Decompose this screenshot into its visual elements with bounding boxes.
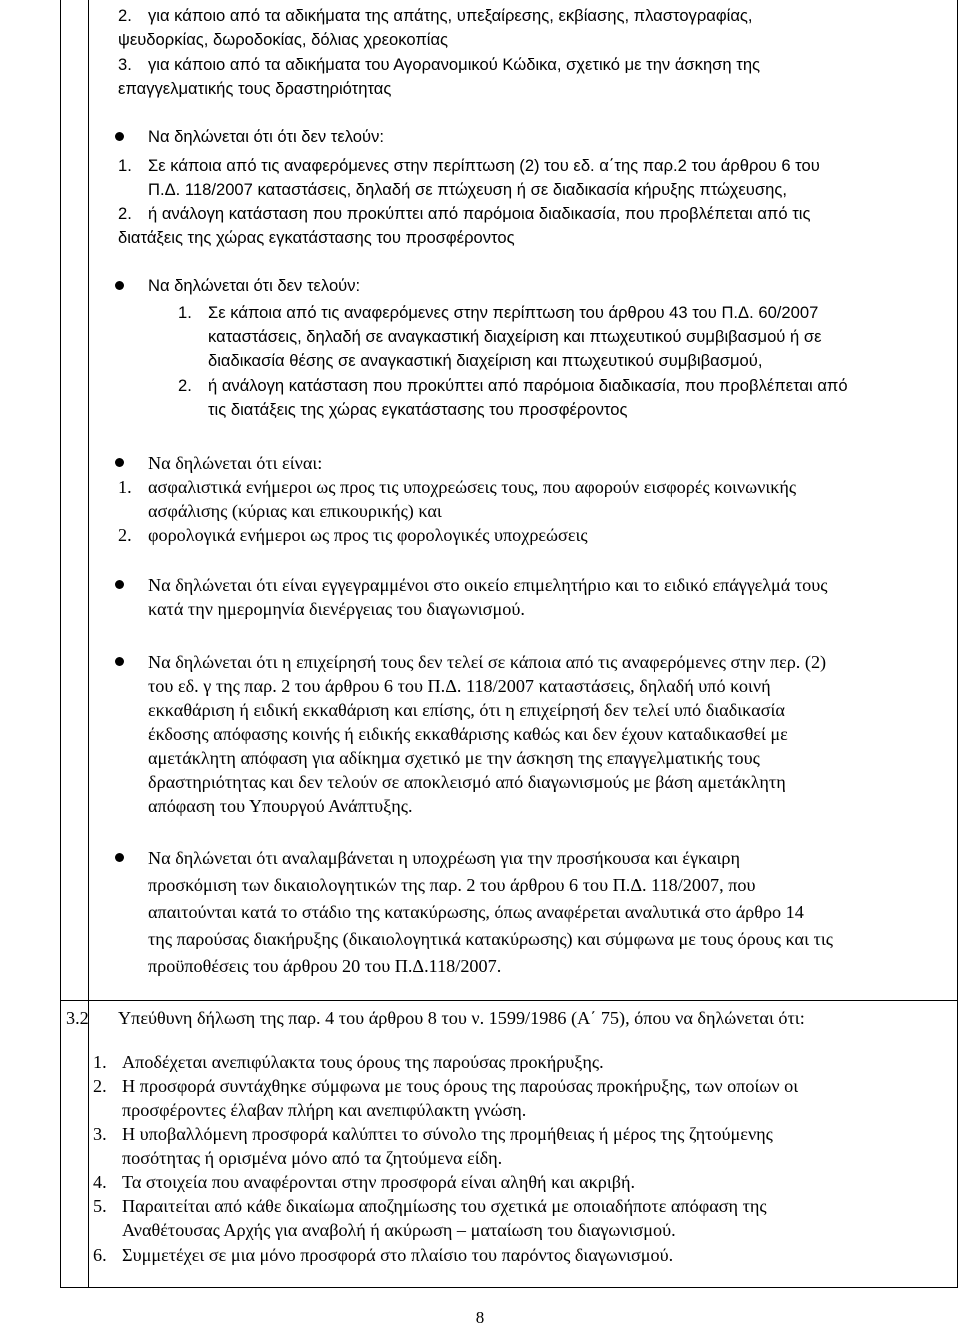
list-item-number: 1. <box>93 1052 107 1072</box>
list-item-line: Η προσφορά συντάχθηκε σύμφωνα με τους όρους της παρούσας προκήρυξης, των οποίων οι <box>122 1076 799 1096</box>
list-item-line: ποσότητας ή ορισμένα μόνο από τα ζητούμενα είδη. <box>122 1148 503 1168</box>
list-item-line: ψευδορκίας, δωροδοκίας, δόλιας χρεοκοπίας <box>118 30 449 49</box>
list-item-line: ασφάλισης (κύριας και επικουρικής) και <box>148 501 442 521</box>
list-item-number: 2. <box>118 204 132 223</box>
list-item-line: για κάποιο από τα αδικήματα της απάτης, υπεξαίρεσης, εκβίασης, πλαστογραφίας, <box>148 6 753 25</box>
table-border-left <box>60 0 61 1288</box>
bullet-icon <box>115 657 124 666</box>
bullet-line: εκκαθάριση ή ειδική εκκαθάριση και επίσης, ότι η επιχείρησή δεν τελεί υπό διαδικασία <box>148 700 785 720</box>
list-item-number: 2. <box>118 525 132 545</box>
list-item-number: 2. <box>118 6 132 25</box>
bullet-line: προσκόμιση των δικαιολογητικών της παρ. 2 του άρθρου 6 του Π.Δ. 118/2007, που <box>148 875 756 895</box>
list-item-line: ή ανάλογη κατάσταση που προκύπτει από παρόμοια διαδικασία, που προβλέπεται από <box>208 376 848 395</box>
list-item-line: Π.Δ. 118/2007 καταστάσεις, δηλαδή σε πτώχευση ή σε διαδικασία κήρυξης πτώχευσης, <box>148 180 787 199</box>
list-item-number: 1. <box>118 156 132 175</box>
list-item-line: επαγγελματικής τους δραστηριότητας <box>118 79 392 98</box>
list-item-line: Αποδέχεται ανεπιφύλακτα τους όρους της παρούσας προκήρυξης. <box>122 1052 604 1072</box>
list-item-line: Τα στοιχεία που αναφέρονται στην προσφορά είναι αληθή και ακριβή. <box>122 1172 636 1192</box>
bullet-icon <box>115 132 124 141</box>
list-item-number: 3. <box>93 1124 107 1144</box>
list-item-line: καταστάσεις, δηλαδή σε αναγκαστική διαχείριση και πτωχευτικού συμβιβασμού ή σε <box>208 327 822 346</box>
section-number: 3.2 <box>66 1008 89 1028</box>
bullet-icon <box>115 853 124 862</box>
bullet-icon <box>115 458 124 467</box>
list-item-line: ασφαλιστικά ενήμεροι ως προς τις υποχρεώσεις τους, που αφορούν εισφορές κοινωνικής <box>148 477 797 497</box>
list-item-number: 3. <box>118 55 132 74</box>
bullet-line: δραστηριότητας και δεν τελούν σε αποκλεισμό από διαγωνισμούς με βάση αμετάκλητη <box>148 772 786 792</box>
list-item-line: για κάποιο από τα αδικήματα του Αγορανομικού Κώδικα, σχετικό με την άσκηση της <box>148 55 761 74</box>
bullet-line: έκδοσης απόφασης κοινής ή ειδικής εκκαθάρισης καθώς και δεν έχουν καταδικασθεί με <box>148 724 788 744</box>
bullet-heading: Να δηλώνεται ότι δεν τελούν: <box>148 276 361 295</box>
bullet-line: Να δηλώνεται ότι αναλαμβάνεται η υποχρέωση για την προσήκουσα και έγκαιρη <box>148 848 740 868</box>
bullet-icon <box>115 281 124 290</box>
bullet-line: Να δηλώνεται ότι η επιχείρησή τους δεν τελεί σε κάποια από τις αναφερόμενες στην περ. (2) <box>148 652 827 672</box>
bullet-line: κατά την ημερομηνία διενέργειας του διαγωνισμού. <box>148 599 525 619</box>
bullet-icon <box>115 580 124 589</box>
list-item-line: Σε κάποια από τις αναφερόμενες στην περίπτωση (2) του εδ. α΄της παρ.2 του άρθρου 6 του <box>148 156 820 175</box>
list-item-number: 2. <box>178 376 192 395</box>
list-item-number: 1. <box>178 303 192 322</box>
bullet-line: αμετάκλητη απόφαση για αδίκημα σχετικό με την άσκηση της επαγγελματικής τους <box>148 748 760 768</box>
list-item-number: 1. <box>118 477 132 497</box>
table-border-bottom <box>60 1287 958 1288</box>
table-row-divider <box>60 1000 958 1001</box>
list-item-number: 6. <box>93 1245 107 1265</box>
list-item-line: τις διατάξεις της χώρας εγκατάστασης του προσφέροντος <box>208 400 628 419</box>
list-item-number: 4. <box>93 1172 107 1192</box>
list-item-line: Παραιτείται από κάθε δικαίωμα αποζημίωσης του σχετικά με οποιαδήποτε απόφαση της <box>122 1196 767 1216</box>
bullet-line: Να δηλώνεται ότι είναι εγγεγραμμένοι στο οικείο επιμελητήριο και το ειδικό επάγγελμά τους <box>148 575 828 595</box>
list-item-line: φορολογικά ενήμεροι ως προς τις φορολογικές υποχρεώσεις <box>148 525 588 545</box>
bullet-line: απόφαση του Υπουργού Ανάπτυξης. <box>148 796 413 816</box>
list-item-number: 2. <box>93 1076 107 1096</box>
list-item-line: Σε κάποια από τις αναφερόμενες στην περίπτωση του άρθρου 43 του Π.Δ. 60/2007 <box>208 303 819 322</box>
bullet-line: της παρούσας διακήρυξης (δικαιολογητικά κατακύρωσης) και σύμφωνα με τους όρους και τις <box>148 929 833 949</box>
bullet-heading: Να δηλώνεται ότι είναι: <box>148 453 323 473</box>
bullet-line: απαιτούνται κατά το στάδιο της κατακύρωσης, όπως αναφέρεται αναλυτικά στο άρθρο 14 <box>148 902 804 922</box>
table-border-right <box>957 0 958 1288</box>
bullet-line: προϋποθέσεις του άρθρου 20 του Π.Δ.118/2007. <box>148 956 502 976</box>
section-title: Υπεύθυνη δήλωση της παρ. 4 του άρθρου 8 του ν. 1599/1986 (Α΄ 75), όπου να δηλώνεται ότι: <box>118 1008 805 1028</box>
list-item-line: Συμμετέχει σε μια μόνο προσφορά στο πλαίσιο του παρόντος διαγωνισμού. <box>122 1245 674 1265</box>
list-item-line: προσφέροντες έλαβαν πλήρη και ανεπιφύλακτη γνώση. <box>122 1100 527 1120</box>
list-item-line: ή ανάλογη κατάσταση που προκύπτει από παρόμοια διαδικασία, που προβλέπεται από τις <box>148 204 811 223</box>
page-number: 8 <box>475 1308 485 1327</box>
list-item-line: διαδικασία θέσης σε αναγκαστική διαχείριση και πτωχευτικού συμβιβασμού, <box>208 351 763 370</box>
list-item-line: Η υποβαλλόμενη προσφορά καλύπτει το σύνολο της προμήθειας ή μέρος της ζητούμενης <box>122 1124 773 1144</box>
list-item-line: διατάξεις της χώρας εγκατάστασης του προσφέροντος <box>118 228 515 247</box>
list-item-line: Αναθέτουσας Αρχής για αναβολή ή ακύρωση – ματαίωση του διαγωνισμού. <box>122 1220 676 1240</box>
bullet-heading: Να δηλώνεται ότι ότι δεν τελούν: <box>148 127 384 146</box>
bullet-line: του εδ. γ της παρ. 2 του άρθρου 6 του Π.Δ. 118/2007 καταστάσεις, δηλαδή υπό κοινή <box>148 676 771 696</box>
table-border-divider <box>88 0 89 1288</box>
list-item-number: 5. <box>93 1196 107 1216</box>
